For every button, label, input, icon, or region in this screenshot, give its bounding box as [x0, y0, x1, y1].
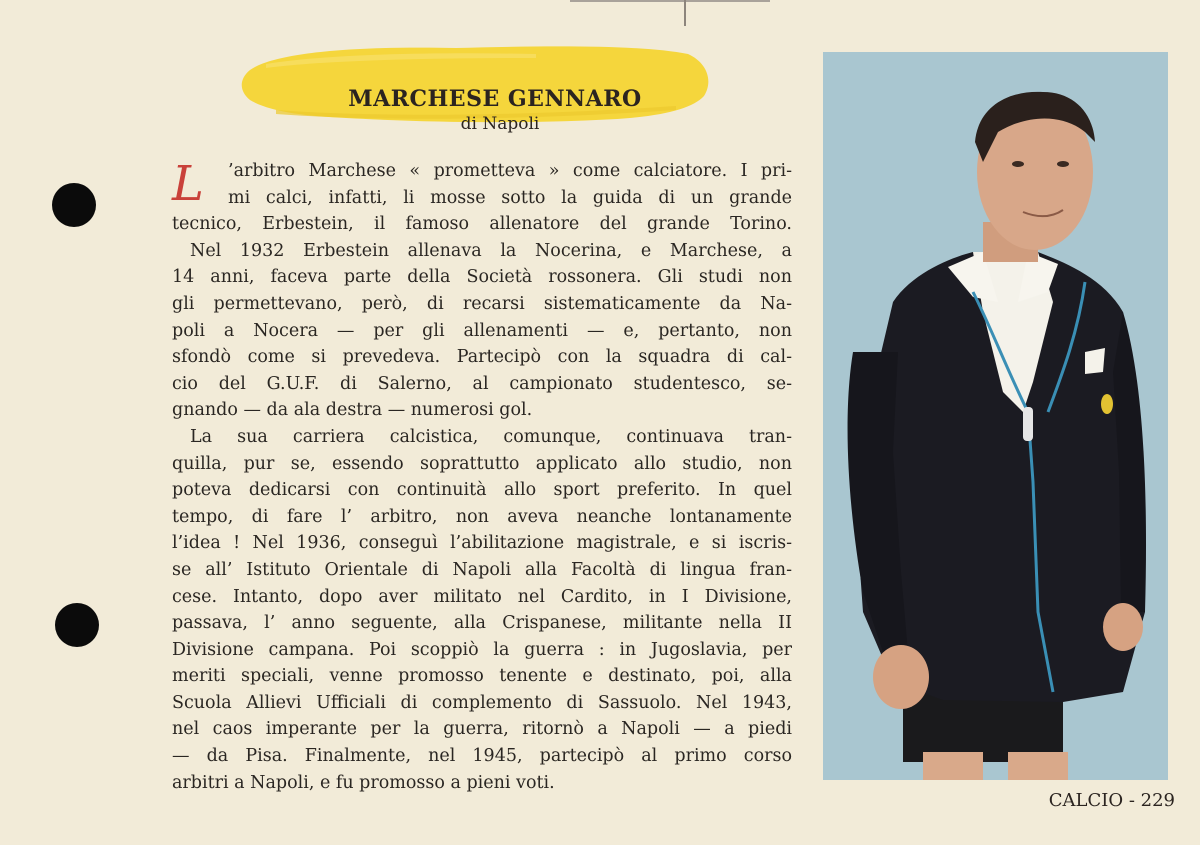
text-line: passava, l’ anno seguente, alla Crispanese, militante nella II	[172, 613, 792, 634]
crop-mark	[570, 0, 770, 26]
text-line: tempo, di fare l’ arbitro, non aveva neanche lontanamente	[172, 506, 792, 527]
text-line: mi calci, infatti, li mosse sotto la guida di un grande	[228, 187, 792, 208]
page-title: MARCHESE GENNARO	[348, 86, 642, 112]
text-line: cio del G.U.F. di Salerno, al campionato studentesco, se-	[172, 373, 792, 394]
text-line: La sua carriera calcistica, comunque, continuava tran-	[190, 426, 792, 447]
text-line: Scuola Allievi Ufficiali di complemento di Sassuolo. Nel 1943,	[172, 692, 792, 713]
text-line: Divisione campana. Poi scoppiò la guerra : in Jugoslavia, per	[172, 639, 792, 660]
referee-photo	[823, 52, 1168, 780]
text-line: arbitri a Napoli, e fu promosso a pieni voti.	[172, 772, 555, 793]
text-line: 14 anni, faceva parte della Società rossonera. Gli studi non	[172, 267, 792, 288]
text-line: — da Pisa. Finalmente, nel 1945, partecipò al primo corso	[172, 746, 792, 767]
drop-cap: L	[172, 156, 204, 212]
text-line: poli a Nocera — per gli allenamenti — e, pertanto, non	[172, 320, 792, 341]
text-line: gli permettevano, però, di recarsi sistematicamente da Na-	[172, 293, 792, 314]
text-line: l’idea ! Nel 1936, conseguì l’abilitazione magistrale, e si iscris-	[172, 533, 792, 554]
text-line: tecnico, Erbestein, il famoso allenatore del grande Torino.	[172, 214, 792, 235]
text-line: Nel 1932 Erbestein allenava la Nocerina, e Marchese, a	[190, 240, 792, 261]
page-subtitle: di Napoli	[460, 114, 540, 134]
text-line: meriti speciali, venne promosso tenente e destinato, poi, alla	[172, 666, 792, 687]
punch-hole-top	[52, 183, 96, 227]
biography-text	[172, 158, 792, 796]
text-line: poteva dedicarsi con continuità allo sport preferito. In quel	[172, 480, 792, 501]
text-line: ’arbitro Marchese « prometteva » come calciatore. I pri-	[228, 161, 792, 181]
page-footer: CALCIO - 229	[1048, 790, 1175, 811]
punch-hole-bottom	[55, 603, 99, 647]
text-line: sfondò come si prevedeva. Partecipò con la squadra di cal-	[172, 347, 792, 368]
text-line: gnando — da ala destra — numerosi gol.	[172, 400, 533, 421]
text-line: cese. Intanto, dopo aver militato nel Cardito, in I Divisione,	[172, 586, 792, 607]
text-line: quilla, pur se, essendo soprattutto applicato allo studio, non	[172, 453, 792, 474]
text-line: nel caos imperante per la guerra, ritornò a Napoli — a piedi	[172, 719, 792, 740]
text-line: se all’ Istituto Orientale di Napoli alla Facoltà di lingua fran-	[172, 559, 792, 580]
